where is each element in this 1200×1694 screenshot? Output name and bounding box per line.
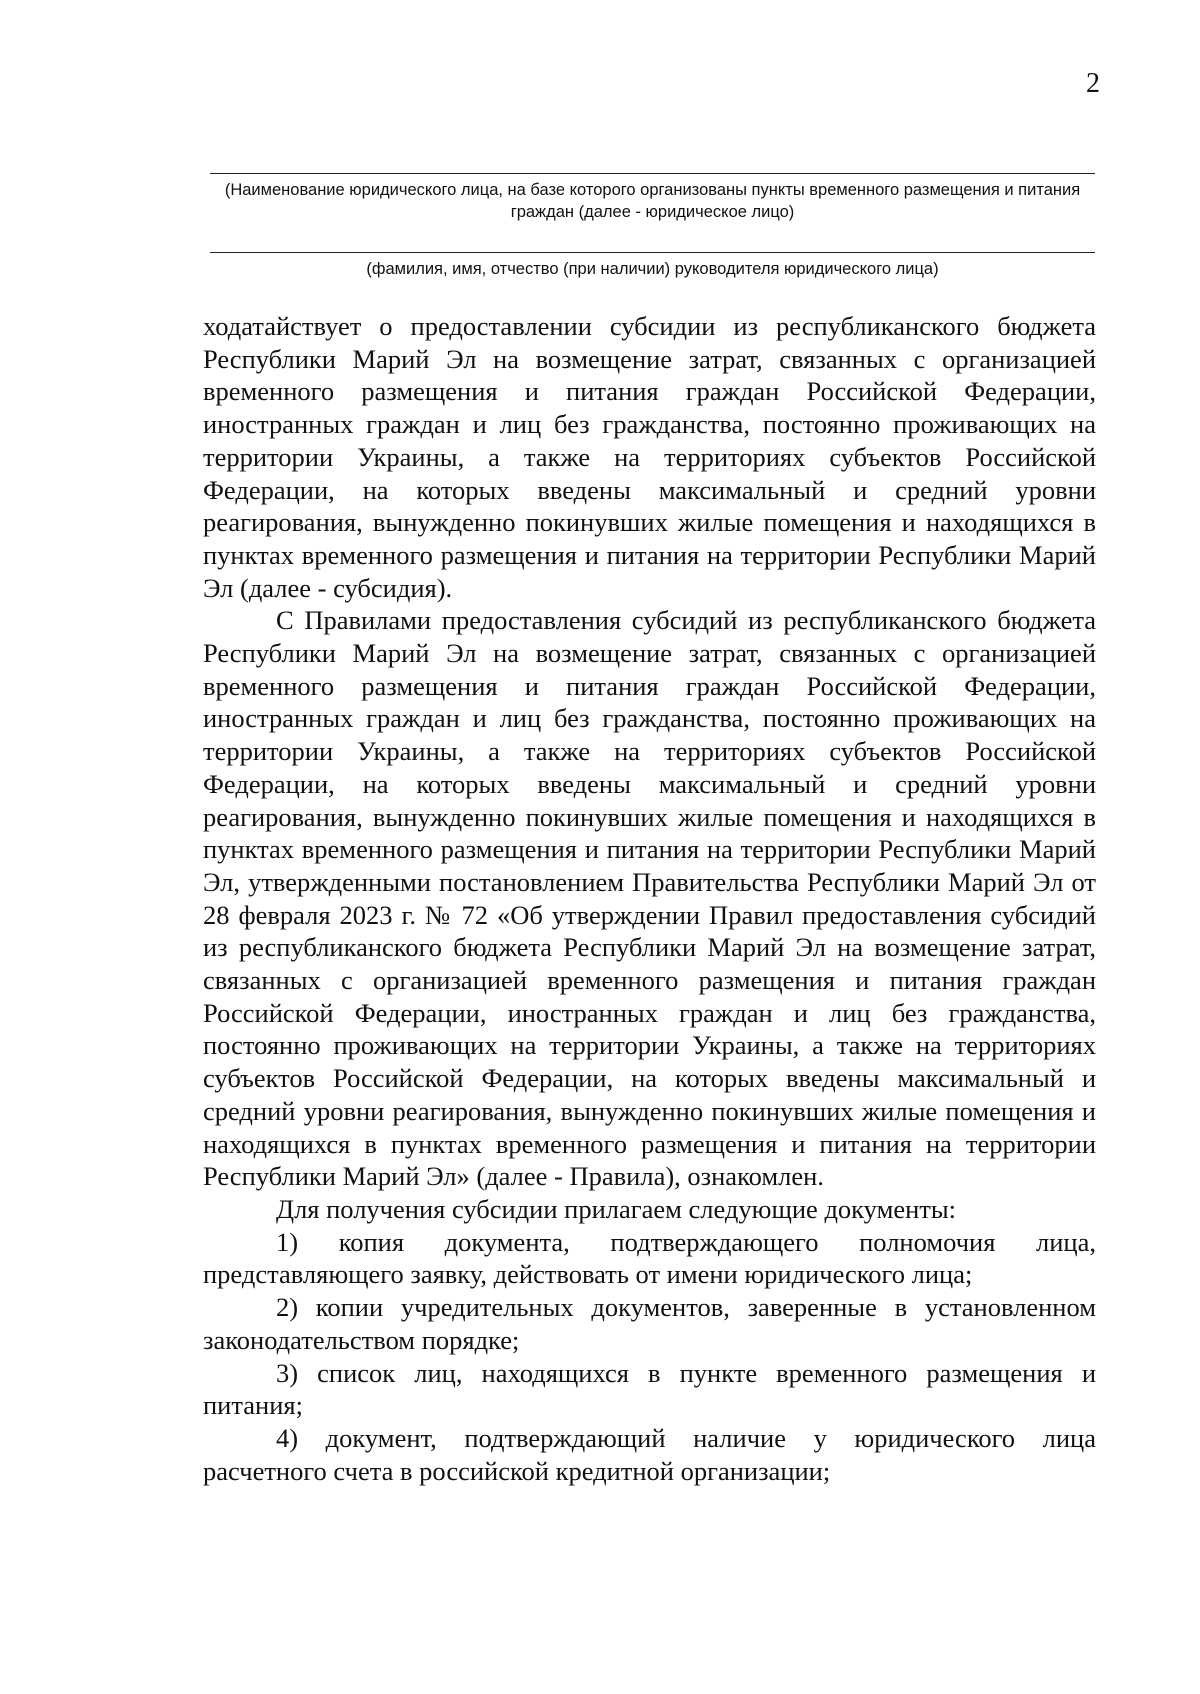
organization-name-field <box>210 173 1095 223</box>
document-item-1: 1) копия документа, подтверждающего полномочия лица, представляющего заявку, действовать от имени юридического лица; <box>203 1226 1096 1290</box>
document-item-4: 4) документ, подтверждающий наличие у юридического лица расчетного счета в российской кредитной организации; <box>203 1422 1096 1486</box>
letter-body <box>203 310 1096 1487</box>
head-name-caption: (фамилия, имя, отчество (при наличии) руководителя юридического лица) <box>366 260 939 278</box>
page-number: 2 <box>1086 68 1100 99</box>
paragraph-documents-intro: Для получения субсидии прилагаем следующие документы: <box>276 1193 957 1224</box>
paragraph-rules-acknowledgement: С Правилами предоставления субсидий из республиканского бюджета Республики Марий Эл на возмещение затрат, связанных с организацией временного размещения и питания граждан Российской Федерации, иностранных граждан и лиц без гражданства, постоянно проживающих на территории Украины, а также на территориях субъектов Российской Федерации, на которых введены максимальный и средний уровни реагирования, вынужденно покинувших жилые помещения и находящихся в пунктах временного размещения и питания на территории Республики Марий Эл, утвержденными постановлением Правительства Республики Марий Эл от 28 февраля 2023 г. № 72 «Об утверждении Правил предоставления субсидий из республиканского бюджета Республики Марий Эл на возмещение затрат, связанных с организацией временного размещения и питания граждан Российской Федерации, иностранных граждан и лиц без гражданства, постоянно проживающих на территории Украины, а также на территориях субъектов Российской Федерации, на которых введены максимальный и средний уровни реагирования, вынужденно покинувших жилые помещения и находящихся в пунктах временного размещения и питания на территории Республики Марий Эл» (далее - Правила), ознакомлен. <box>203 605 1096 1192</box>
document-item-3: 3) список лиц, находящихся в пункте временного размещения и питания; <box>203 1357 1096 1421</box>
paragraph-petition: ходатайствует о предоставлении субсидии из республиканского бюджета Республики Марий Эл на возмещение затрат, связанных с организацией временного размещения и питания граждан Российской Федерации, иностранных граждан и лиц без гражданства, постоянно проживающих на территории Украины, а также на территориях субъектов Российской Федерации, на которых введены максимальный и средний уровни реагирования, вынужденно покинувших жилые помещения и находящихся в пунктах временного размещения и питания на территории Республики Марий Эл (далее - субсидия). <box>203 311 1096 603</box>
head-name-field <box>210 252 1095 280</box>
document-item-2: 2) копии учредительных документов, заверенные в установленном законодательством порядке; <box>203 1292 1096 1355</box>
organization-name-caption: (Наименование юридического лица, на базе которого организованы пункты временного размещения и питания граждан (далее - юридическое лицо) <box>224 181 1081 221</box>
head-name-line <box>210 252 1095 253</box>
organization-name-line <box>210 173 1095 174</box>
